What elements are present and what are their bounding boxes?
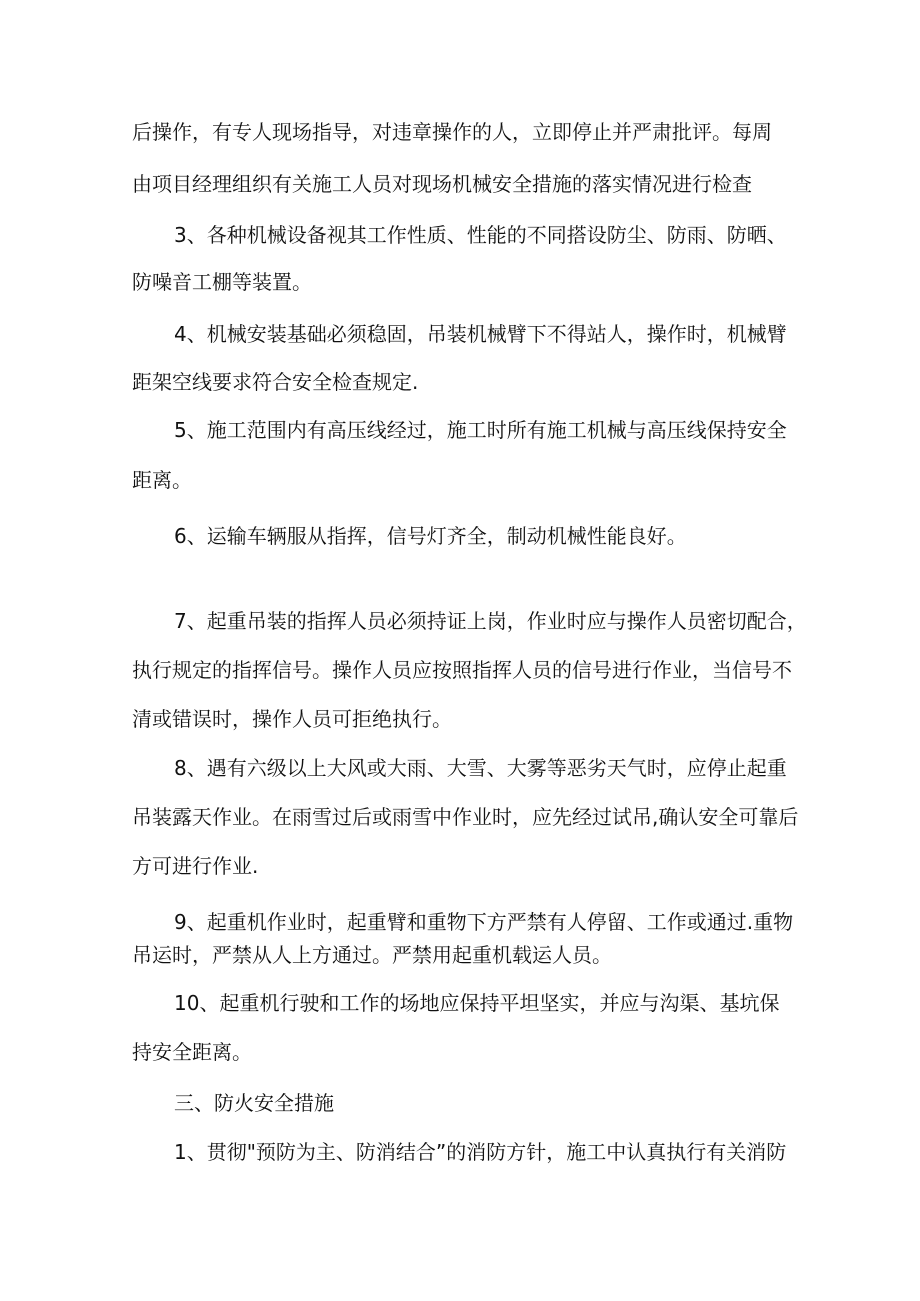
text-line: 6、运输车辆服从指挥，信号灯齐全，制动机械性能良好。 <box>174 524 687 548</box>
section-heading: 三、防火安全措施 <box>174 1091 334 1115</box>
text-line: 防噪音工棚等装置。 <box>132 270 312 294</box>
text-line: 持安全距离。 <box>132 1040 252 1064</box>
text-line: 吊装露天作业。在雨雪过后或雨雪中作业时，应先经过试吊,确认安全可靠后 <box>132 805 799 829</box>
text-line: 由项目经理组织有关施工人员对现场机械安全措施的落实情况进行检查 <box>132 172 752 196</box>
text-line: 清或错误时，操作人员可拒绝执行。 <box>132 707 452 731</box>
text-line: 后操作，有专人现场指导，对违章操作的人，立即停止并严肃批评。每周 <box>132 120 772 144</box>
text-line: 7、起重吊装的指挥人员必须持证上岗，作业时应与操作人员密切配合， <box>174 609 807 633</box>
text-line: 1、贯彻"预防为主、防消结合”的消防方针，施工中认真执行有关消防 <box>174 1140 787 1164</box>
text-line: 方可进行作业. <box>132 854 259 878</box>
text-line: 4、机械安装基础必须稳固，吊装机械臂下不得站人，操作时，机械臂 <box>174 322 787 346</box>
text-line: 距架空线要求符合安全检查规定. <box>132 370 419 394</box>
text-line: 9、起重机作业时，起重臂和重物下方严禁有人停留、工作或通过.重物 <box>174 910 794 934</box>
text-line: 3、各种机械设备视其工作性质、性能的不同搭设防尘、防雨、防晒、 <box>174 223 787 247</box>
text-line: 5、施工范围内有高压线经过，施工时所有施工机械与高压线保持安全 <box>174 418 787 442</box>
text-line: 10、起重机行驶和工作的场地应保持平坦坚实，并应与沟渠、基坑保 <box>174 991 780 1015</box>
text-line: 距离。 <box>132 468 192 492</box>
text-line: 8、遇有六级以上大风或大雨、大雪、大雾等恶劣天气时，应停止起重 <box>174 756 787 780</box>
text-line: 执行规定的指挥信号。操作人员应按照指挥人员的信号进行作业，当信号不 <box>132 658 792 682</box>
text-line: 吊运时，严禁从人上方通过。严禁用起重机载运人员。 <box>132 943 612 967</box>
